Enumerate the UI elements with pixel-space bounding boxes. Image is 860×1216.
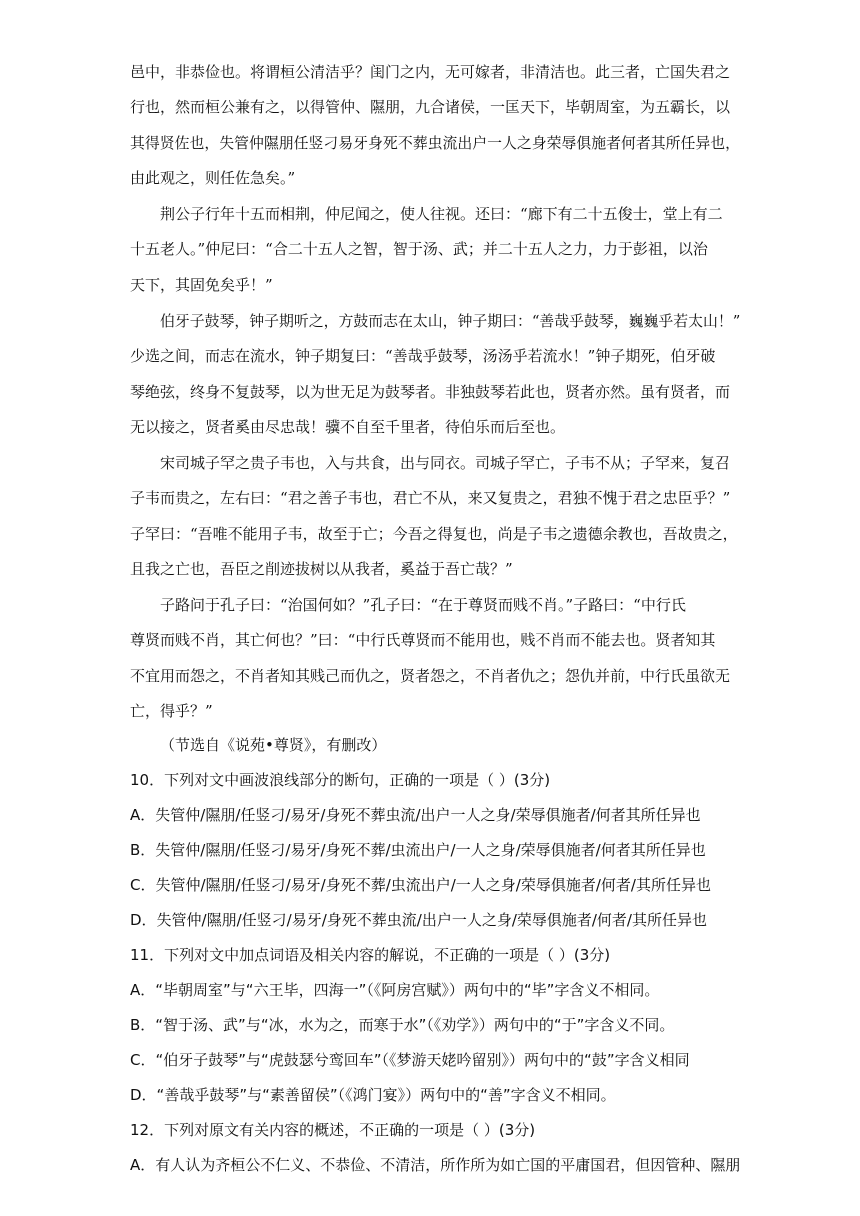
question-11: 11．下列对文中加点词语及相关内容的解说，不正确的一项是（ ）(3分) xyxy=(130,946,611,964)
passage-line: 且我之亡也，吾臣之削迹拔树以从我者，奚益于吾亡哉？” xyxy=(130,560,513,578)
passage-line: 亡，得乎？” xyxy=(130,702,213,720)
passage-line: 由此观之，则任佐急矣。” xyxy=(130,169,296,187)
passage-line: 十五老人。”仲尼曰：“合二十五人之智，智于汤、武；并二十五人之力，力于彭祖，以治 xyxy=(130,240,708,258)
passage-line: 子韦而贵之，左右曰：“君之善子韦也，君亡不从，来又复贵之，君独不愧于君之忠臣乎？” xyxy=(130,489,731,507)
passage-line: 无以接之，贤者奚由尽忠哉！骥不自至千里者，待伯乐而后至也。 xyxy=(130,418,566,436)
passage-source: （节选自《说苑•尊贤》，有删改） xyxy=(160,736,387,754)
question-11-option-b: B．“智于汤、武”与“冰，水为之，而寒于水”（《劝学》）两句中的“于”字含义不同。 xyxy=(130,1016,675,1034)
passage-line: 伯牙子鼓琴，钟子期听之，方鼓而志在太山，钟子期曰：“善哉乎鼓琴，巍巍乎若太山！” xyxy=(160,312,741,330)
passage-line: 邑中，非恭俭也。将谓桓公清洁乎？闺门之内，无可嫁者，非清洁也。此三者，亡国失君之 xyxy=(130,63,731,81)
question-10: 10．下列对文中画波浪线部分的断句，正确的一项是（ ）(3分) xyxy=(130,771,551,789)
passage-line: 子罕曰：“吾唯不能用子韦，故至于亡；今吾之得复也，尚是子韦之遗德余教也，吾故贵之， xyxy=(130,525,738,543)
question-11-option-a: A．“毕朝周室”与“六王毕，四海一”（《阿房宫赋》）两句中的“毕”字含义不相同。 xyxy=(130,981,660,999)
passage-line: 天下，其固免矣乎！” xyxy=(130,276,273,294)
question-12-option-a: A．有人认为齐桓公不仁义、不恭俭、不清洁，所作所为如亡国的平庸国君，但因管种、隰朋 xyxy=(130,1156,741,1174)
question-11-option-d: D．“善哉乎鼓琴”与“素善留侯”（《鸿门宴》）两句中的“善”字含义不相同。 xyxy=(130,1086,616,1104)
passage-line: 宋司城子罕之贵子韦也，入与共食，出与同衣。司城子罕亡，子韦不从；子罕来，复召 xyxy=(160,454,731,472)
passage-line: 不宜用而怨之，不肖者知其贱己而仇之，贤者怨之，不肖者仇之；怨仇并前，中行氏虽欲无 xyxy=(130,667,731,685)
passage-line: 琴绝弦，终身不复鼓琴，以为世无足为鼓琴者。非独鼓琴若此也，贤者亦然。虽有贤者，而 xyxy=(130,383,731,401)
question-12: 12．下列对原文有关内容的概述，不正确的一项是（ ）(3分) xyxy=(130,1121,536,1139)
question-10-option-a: A．失管仲/隰朋/任竖刁/易牙/身死不葬虫流/出户一人之身/荣辱俱施者/何者其所任异也 xyxy=(130,806,701,824)
question-10-option-b: B．失管仲/隰朋/任竖刁/易牙/身死不葬/虫流出户/一人之身/荣辱俱施者/何者其所任异也 xyxy=(130,841,706,859)
passage-line: 少选之间，而志在流水，钟子期复曰：“善哉乎鼓琴，汤汤乎若流水！”钟子期死，伯牙破 xyxy=(130,347,716,365)
passage-line: 子路问于孔子曰：“治国何如？”孔子曰：“在于尊贤而贱不肖。”子路曰：“中行氏 xyxy=(160,596,686,614)
passage-line: 荆公子行年十五而相荆，仲尼闻之，使人往视。还曰：“廊下有二十五俊士，堂上有二 xyxy=(160,205,723,223)
question-10-option-c: C．失管仲/隰朋/任竖刁/易牙/身死不葬/虫流出户/一人之身/荣辱俱施者/何者/其所任异也 xyxy=(130,876,711,894)
question-10-option-d: D．失管仲/隰朋/任竖刁/易牙/身死不葬虫流/出户一人之身/荣辱俱施者/何者/其所任异也 xyxy=(130,911,707,929)
passage-line: 其得贤佐也，失管仲隰朋任竖刁易牙身死不葬虫流出户一人之身荣辱俱施者何者其所任异也， xyxy=(130,134,741,152)
question-11-option-c: C．“伯牙子鼓琴”与“虎鼓瑟兮鸾回车”（《梦游天姥吟留别》）两句中的“鼓”字含义相同 xyxy=(130,1051,690,1069)
passage-line: 尊贤而贱不肖，其亡何也？”曰：“中行氏尊贤而不能用也，贱不肖而不能去也。贤者知其 xyxy=(130,631,716,649)
passage-line: 行也，然而桓公兼有之，以得管仲、隰朋，九合诸侯，一匡天下，毕朝周室，为五霸长，以 xyxy=(130,98,731,116)
